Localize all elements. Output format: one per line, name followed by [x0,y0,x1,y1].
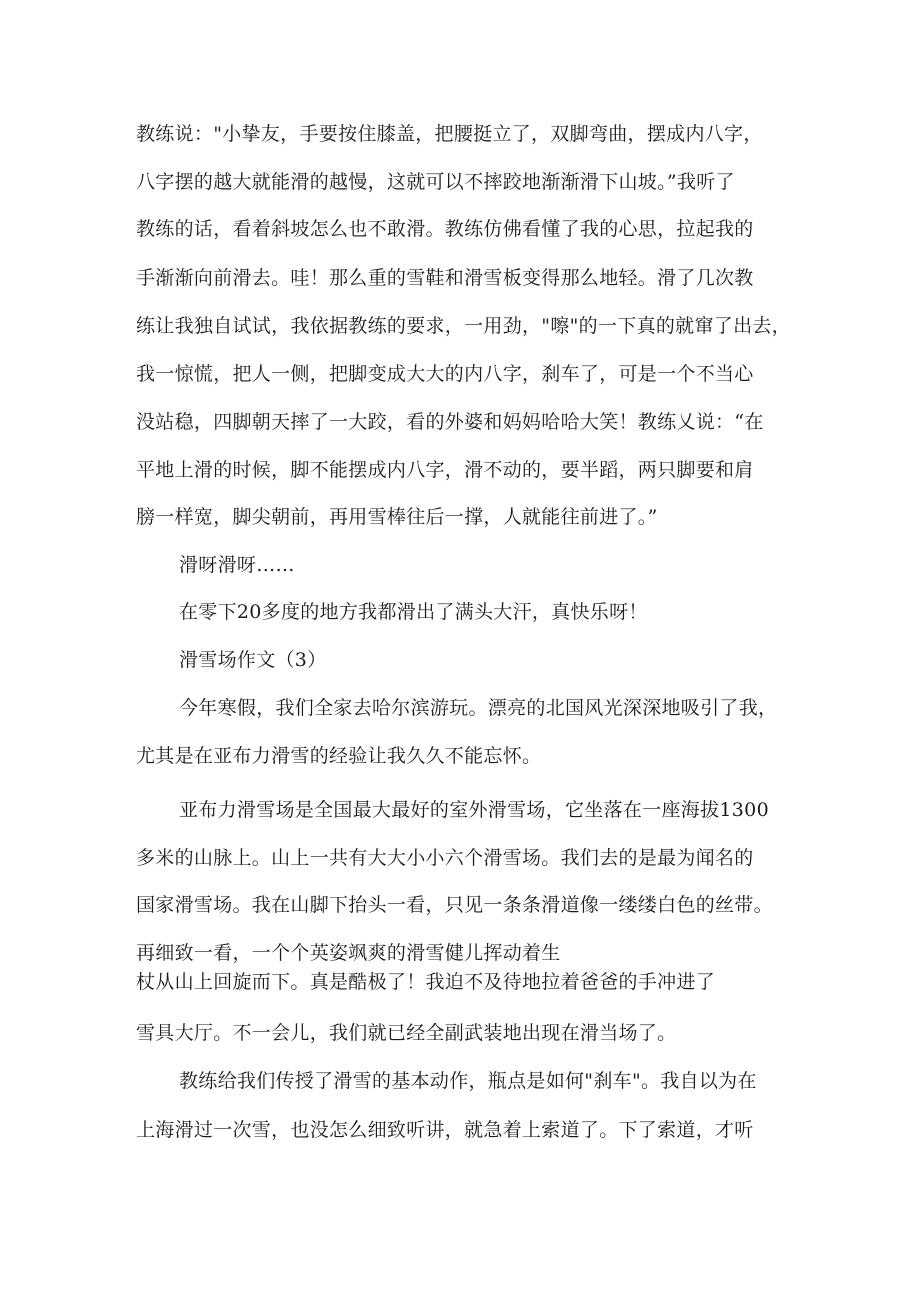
text-line: 平地上滑的时候，脚不能摆成内八字，滑不动的，要半蹈，两只脚要和肩 [136,459,754,481]
text-line: 滑呀滑呀…… [179,554,295,576]
text-line: 八字摆的越大就能滑的越慢，这就可以不摔跤地渐渐滑下山坡。”我听了 [136,171,735,193]
text-line: 教练给我们传授了滑雪的基本动作，瓶点是如何"刹车"。我自以为在 [179,1070,757,1092]
text-line: 手渐渐向前滑去。哇！那么重的雪鞋和滑雪板变得那么地轻。滑了几次教 [136,267,754,289]
text-line: 上海滑过一次雪，也没怎么细致听讲，就急着上索道了。下了索道，才听 [136,1119,754,1141]
text-line: 再细致一看，一个个英姿飒爽的滑雪健儿挥动着生 [136,942,561,964]
text-line: 练让我独自试试，我依据教练的要求，一用劲，"嚓"的一下真的就窜了出去， [136,315,791,337]
text-line: 没站稳，四脚朝天摔了一大跤，看的外婆和妈妈哈哈大笑！教练乂说：“在 [136,411,764,433]
text-line: 今年寒假，我们全家去哈尔滨游玩。漂亮的北国风光深深地吸引了我， [179,697,778,719]
text-line: 教练的话，看着斜坡怎么也不敢滑。教练仿佛看懂了我的心思，拉起我的 [136,218,754,240]
text-line: 亚布力滑雪场是全国最大最好的室外滑雪场，它坐落在一座海拔1300 [179,799,769,821]
text-line: 教练说："小挚友，手要按住膝盖，把腰挺立了，双脚弯曲，摆成内八字， [136,123,763,145]
text-line: 我一惊慌，把人一侧，把脚变成大大的内八字，刹车了，可是一个不当心 [136,363,754,385]
text-line: 尤其是在亚布力滑雪的经验让我久久不能忘怀。 [136,745,542,767]
section-heading: 滑雪场作文（3） [179,649,327,671]
text-line: 杖从山上回旋而下。真是酷极了！我迫不及待地拉着爸爸的手冲进了 [136,971,716,993]
text-line: 雪具大厅。不一会儿，我们就已经全副武装地出现在滑当场了。 [136,1022,677,1044]
text-line: 多米的山脉上。山上一共有大大小小六个滑雪场。我们去的是最为闻名的 [136,847,754,869]
text-line: 膀一样宽，脚尖朝前，再用雪棒往后一撑，人就能往前进了。” [136,506,658,528]
text-line: 国家滑雪场。我在山脚下抬头一看，只见一条条滑道像一缕缕白色的丝带。 [136,894,773,916]
text-line: 在零下20多度的地方我都滑出了满头大汗，真快乐呀！ [179,601,648,623]
